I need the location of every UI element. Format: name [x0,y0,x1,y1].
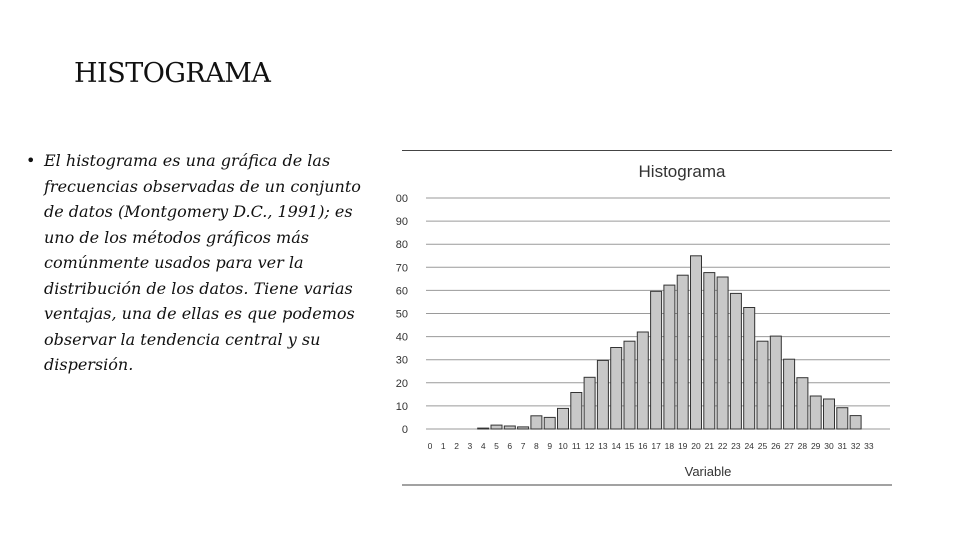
slide-title: HISTOGRAMA [74,58,271,89]
x-tick-label: 30 [824,441,834,451]
x-tick-label: 28 [797,441,808,451]
y-tick-label: 70 [395,262,408,275]
histogram-bar [797,378,808,429]
histogram-bar [491,425,502,429]
body-line: frecuencias observadas de un conjunto [44,176,361,196]
histogram-bar [717,277,728,429]
x-tick-label: 11 [571,441,581,451]
x-tick-label: 5 [494,441,499,451]
x-tick-label: 24 [744,441,754,451]
y-tick-label: 40 [395,331,408,344]
x-tick-label: 23 [731,441,741,451]
x-tick-label: 1 [440,441,446,451]
x-tick-label: 2 [454,441,459,451]
y-tick-labels [396,193,408,436]
y-tick-label: 30 [395,354,408,367]
histogram-bar [531,416,542,429]
y-tick-label: 90 [395,216,408,229]
histogram-bar [824,399,835,429]
histogram-bar [504,426,515,429]
chart-title: Histograma [638,162,726,181]
x-tick-label: 31 [837,441,848,451]
x-tick-label: 14 [611,441,621,451]
x-tick-label: 26 [771,441,781,451]
histogram-bar [571,393,582,430]
body-line: ventajas, una de ellas es que podemos [44,304,355,323]
x-axis-label: Variable [684,464,732,479]
histogram-bar [611,348,622,430]
x-tick-label: 4 [480,441,486,451]
histogram-bar [810,396,821,429]
x-tick-labels [428,441,874,451]
body-line: observar la tendencia central y su [44,329,321,349]
x-tick-label: 10 [558,441,568,451]
histogram-bar [597,360,608,429]
histogram-bar [704,273,715,429]
x-tick-label: 9 [547,441,553,451]
histogram-bar [637,332,648,429]
body-line: comúnmente usados para ver la [44,253,304,272]
histogram-bar [677,275,688,429]
x-tick-label: 15 [624,441,635,451]
histogram-bar [558,408,569,429]
y-tick-label: 00 [395,193,408,205]
x-tick-label: 6 [507,441,513,451]
histogram-bar [744,308,755,430]
bullet-paragraph [26,148,376,378]
x-tick-label: 21 [704,441,715,451]
x-tick-label: 0 [427,441,433,451]
x-tick-label: 32 [850,441,861,451]
x-tick-label: 18 [664,441,675,451]
y-tick-label: 60 [395,285,408,298]
y-tick-label: 80 [395,239,408,252]
histogram-bar [651,291,662,429]
x-tick-label: 17 [651,441,661,451]
x-tick-label: 19 [677,441,688,451]
x-tick-label: 7 [520,441,526,451]
histogram-bar [784,359,795,429]
x-tick-label: 22 [717,441,728,451]
x-tick-label: 25 [757,441,768,451]
histogram-bar [584,377,595,429]
body-line: El histograma es una gráfica de las [44,151,331,170]
x-tick-label: 29 [810,441,821,451]
histogram-bar [730,293,741,429]
y-tick-label: 50 [395,308,408,321]
x-tick-label: 13 [598,441,608,451]
histogram-bar [624,341,635,429]
bullet-marker: • [26,151,36,170]
histogram-bar [691,256,702,429]
histogram-bar [837,408,848,429]
y-tick-label: 0 [401,424,408,436]
histogram-bar [664,285,675,429]
histogram-bar [544,417,555,429]
y-tick-label: 10 [395,400,408,413]
bar-layer [478,256,861,429]
histogram-bar [770,336,781,429]
x-tick-label: 27 [784,441,794,451]
x-tick-label: 20 [691,441,701,451]
y-tick-label: 20 [395,377,408,390]
body-line: de datos (Montgomery D.C., 1991); es [44,202,353,221]
histogram-bar [850,416,861,429]
body-line: uno de los métodos gráficos más [44,227,309,247]
body-line: dispersión. [44,355,134,374]
body-line: distribución de los datos. Tiene varias [44,278,353,298]
x-tick-label: 33 [864,441,874,451]
bullet-text [44,148,376,378]
histogram-svg [395,150,892,486]
histogram-bar [478,428,489,429]
histogram-bar [518,427,529,429]
histogram-chart [395,150,892,486]
histogram-bar [757,341,768,429]
x-tick-label: 3 [467,441,473,451]
x-tick-label: 8 [534,441,539,451]
x-tick-label: 16 [638,441,648,451]
x-tick-label: 12 [584,441,595,451]
